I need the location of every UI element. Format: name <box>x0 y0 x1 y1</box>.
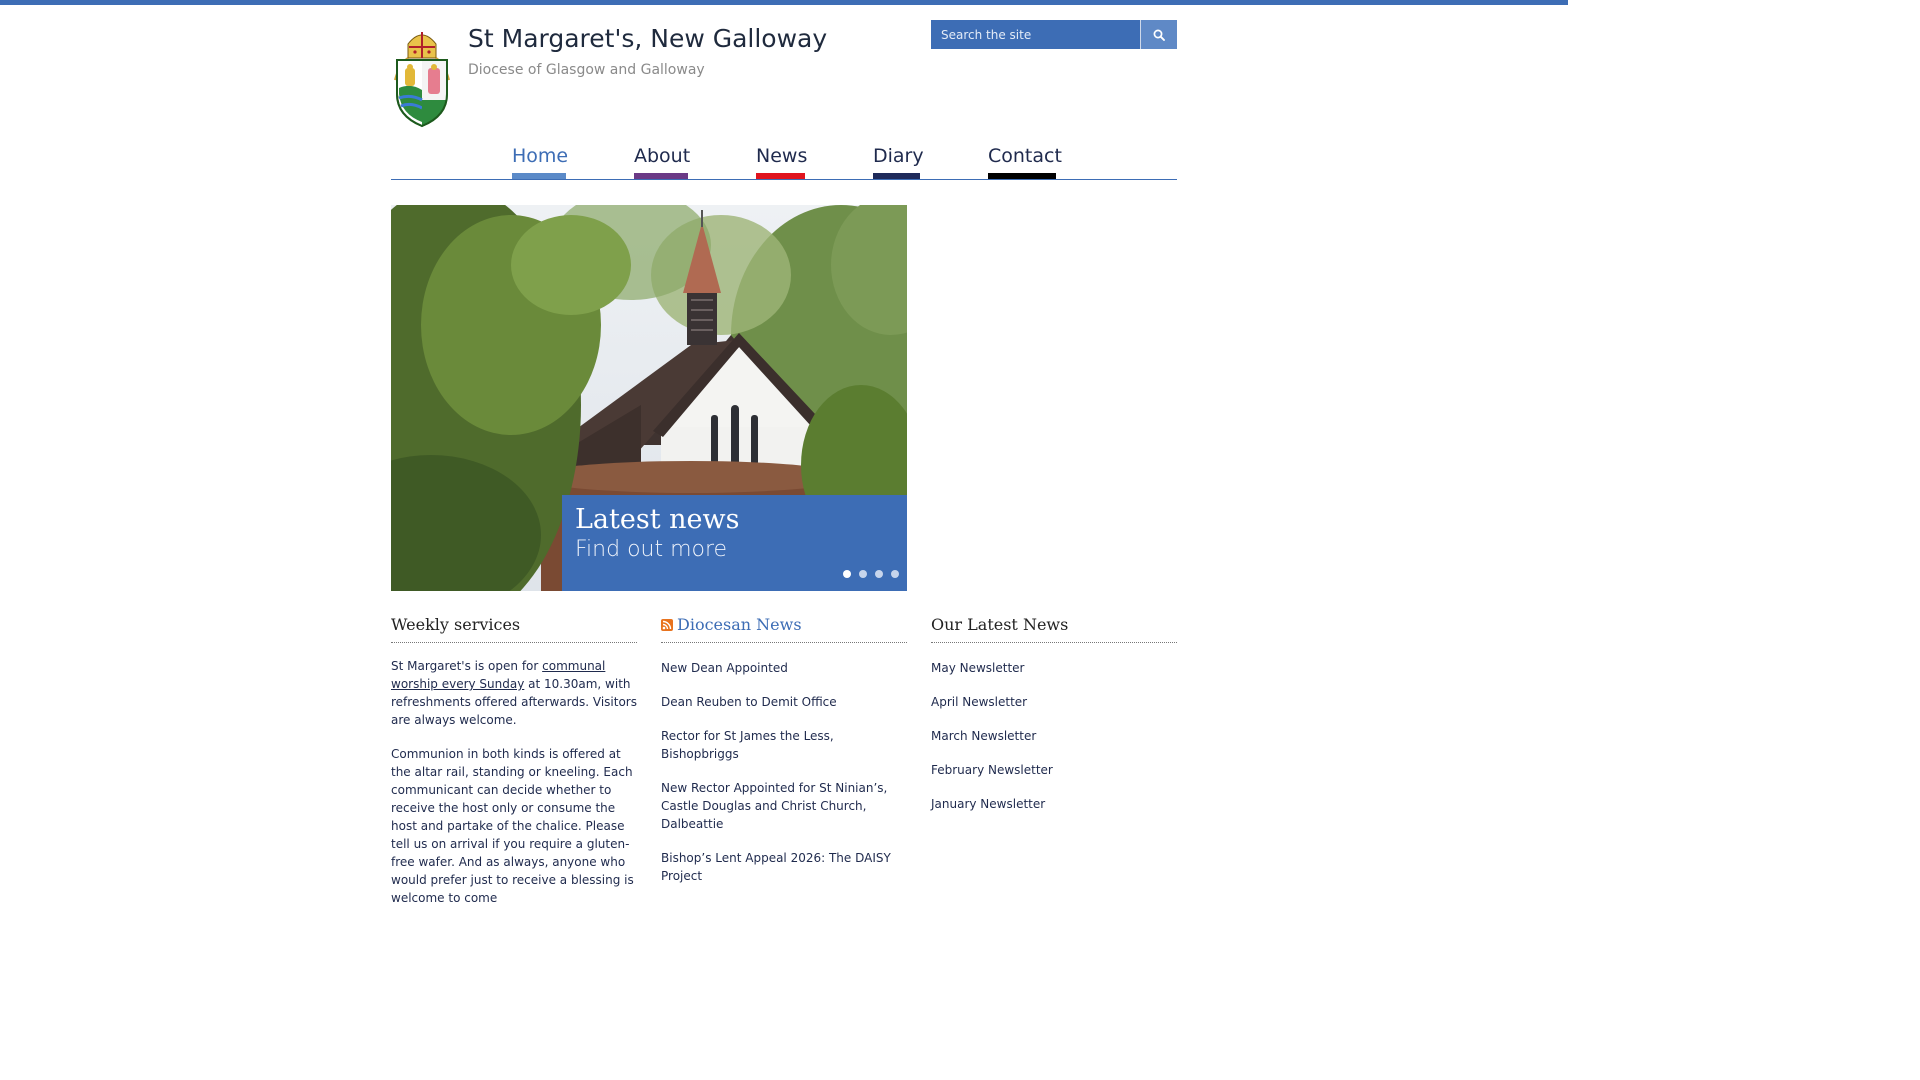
latest-news-heading: Our Latest News <box>931 615 1177 643</box>
slider-dot[interactable] <box>891 570 899 578</box>
nav-about-underline <box>634 173 688 179</box>
diocesan-news-heading[interactable]: Diocesan News <box>677 615 802 634</box>
list-item[interactable]: New Rector Appointed for St Ninian’s, Castle Douglas and Christ Church, Dalbeattie <box>661 781 888 831</box>
communion-paragraph: Communion in both kinds is offered at the altar rail, standing or kneeling. Each communicant can decide whether to receive the host only or consume the host and partake of the chalice. Please tell us on arrival if you require a gluten-free wafer. And as always, anyone who would prefer just to receive a blessing is welcome to come <box>391 747 634 905</box>
main-nav <box>391 140 1177 180</box>
diocesan-news-list <box>661 659 907 885</box>
communal-worship-link[interactable]: communal worship every Sunday <box>391 659 606 691</box>
list-item[interactable]: Bishop’s Lent Appeal 2026: The DAISY Project <box>661 851 891 883</box>
nav-item-news[interactable] <box>756 144 808 179</box>
hero-slider[interactable] <box>391 205 907 591</box>
diocesan-news-heading-row <box>661 615 907 643</box>
rss-icon[interactable] <box>661 619 673 631</box>
slider-dot[interactable] <box>875 570 883 578</box>
list-item[interactable]: April Newsletter <box>931 695 1028 709</box>
latest-news-section <box>931 615 1177 829</box>
nav-contact-underline <box>988 173 1056 179</box>
nav-diary-label: Diary <box>873 145 924 167</box>
nav-item-contact[interactable] <box>988 144 1062 179</box>
weekly-services-heading: Weekly services <box>391 615 637 643</box>
search-input[interactable] <box>931 20 1140 49</box>
slider-dot[interactable] <box>843 570 851 578</box>
slider-pagination <box>843 570 899 578</box>
page-container <box>391 0 1177 905</box>
site-title[interactable]: St Margaret's, New Galloway <box>468 24 828 53</box>
list-item[interactable]: February Newsletter <box>931 763 1053 777</box>
list-item[interactable]: Rector for St James the Less, Bishopbriggs <box>661 729 834 761</box>
site-subtitle: Diocese of Glasgow and Galloway <box>468 62 705 78</box>
weekly-services-paragraph <box>391 657 637 729</box>
nav-diary-underline <box>873 173 920 179</box>
weekly-text-after: at 10.30am, with refreshments offered afterwards. Visitors are always welcome. <box>391 677 637 727</box>
nav-item-home[interactable] <box>512 144 569 179</box>
nav-contact-label: Contact <box>988 145 1062 167</box>
nav-about-label: About <box>634 145 691 167</box>
slider-dot[interactable] <box>859 570 867 578</box>
weekly-services-section <box>391 615 637 907</box>
nav-news-label: News <box>756 145 808 167</box>
diocesan-news-section <box>661 615 907 901</box>
nav-news-underline <box>756 173 805 179</box>
nav-home-label: Home <box>512 145 569 167</box>
list-item[interactable]: January Newsletter <box>931 797 1046 811</box>
list-item[interactable]: March Newsletter <box>931 729 1037 743</box>
search-form <box>931 20 1177 49</box>
list-item[interactable]: New Dean Appointed <box>661 661 788 675</box>
nav-home-underline <box>512 173 566 179</box>
diocese-crest-icon[interactable] <box>391 28 453 128</box>
search-button[interactable] <box>1140 20 1177 49</box>
slider-caption[interactable] <box>562 495 907 591</box>
nav-item-about[interactable] <box>634 144 691 179</box>
nav-item-diary[interactable] <box>873 144 924 179</box>
list-item[interactable]: May Newsletter <box>931 661 1025 675</box>
list-item[interactable]: Dean Reuben to Demit Office <box>661 695 837 709</box>
slider-caption-title: Latest news <box>575 504 740 535</box>
weekly-text-before: St Margaret's is open for <box>391 659 543 673</box>
slider-caption-subtitle: Find out more <box>575 537 728 562</box>
latest-news-list <box>931 659 1177 813</box>
search-icon <box>1153 29 1165 41</box>
